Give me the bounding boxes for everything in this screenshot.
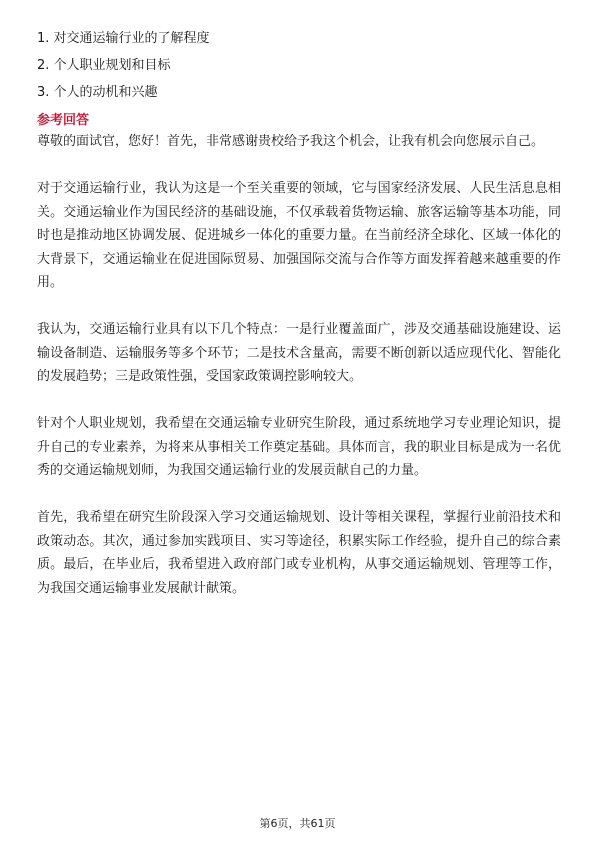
question-list [37, 30, 561, 102]
answer-heading: 参考回答 [37, 113, 90, 128]
answer-paragraph-3: 我认为，交通运输行业具有以下几个特点：一是行业覆盖面广，涉及交通基础设施建设、运输设备制造、运输服务等多个环节；二是技术含量高，需要不断创新以适应现代化、智能化的发展趋势；三是政策性强，受国家政策调控影响较大。 [37, 322, 561, 384]
question-item-1: 1. 对交通运输行业的了解程度 [37, 31, 210, 46]
answer-paragraph-2: 对于交通运输行业，我认为这是一个至关重要的领域，它与国家经济发展、人民生活息息相关。交通运输业作为国民经济的基础设施，不仅承载着货物运输、旅客运输等基本功能，同时也是推动地区协调发展、促进城乡一体化的重要力量。在当前经济全球化、区域一体化的大背景下，交通运输业在促进国际贸易、加强国际交流与合作等方面发挥着越来越重要的作用。 [37, 181, 561, 290]
page-content [37, 30, 561, 600]
answer-paragraph-1: 尊敬的面试官，您好！首先，非常感谢贵校给予我这个机会，让我有机会向您展示自己。 [37, 134, 545, 149]
question-item-3: 3. 个人的动机和兴趣 [37, 85, 158, 100]
answer-paragraph-4: 针对个人职业规划，我希望在交通运输专业研究生阶段，通过系统地学习专业理论知识，提升自己的专业素养，为将来从事相关工作奠定基础。具体而言，我的职业目标是成为一名优秀的交通运输规划师，为我国交通运输行业的发展贡献自己的力量。 [37, 416, 561, 478]
answer-paragraph-5: 首先，我希望在研究生阶段深入学习交通运输规划、设计等相关课程，掌握行业前沿技术和政策动态。其次，通过参加实践项目、实习等途径，积累实际工作经验，提升自己的综合素质。最后，在毕业后，我希望进入政府部门或专业机构，从事交通运输规划、管理等工作，为我国交通运输事业发展献计献策。 [37, 510, 561, 596]
question-item-2: 2. 个人职业规划和目标 [37, 58, 171, 73]
answer-body [37, 130, 561, 600]
page-number: 第6页，共61页 [259, 817, 336, 830]
